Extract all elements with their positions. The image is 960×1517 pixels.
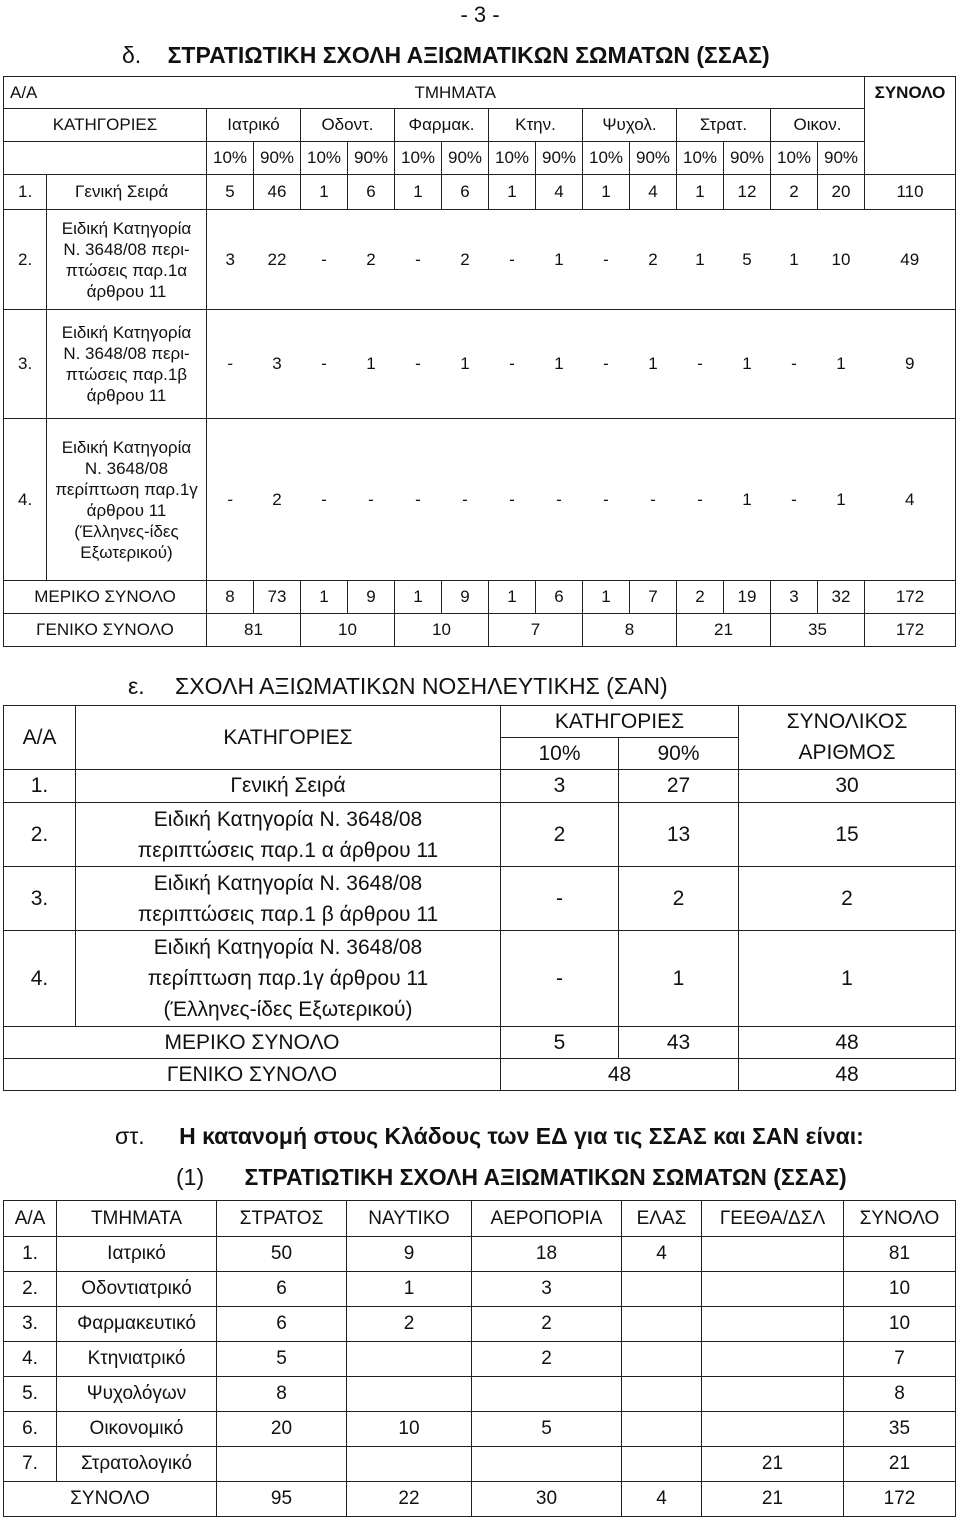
row-num: 1. (4, 175, 47, 210)
cell-value: - (536, 419, 583, 581)
cell-value: 50 (217, 1237, 347, 1272)
row-total: 2 (739, 867, 956, 931)
cell-value (472, 1447, 622, 1482)
cell-value: 1 (301, 581, 348, 614)
header-elas: ΕΛΑΣ (622, 1201, 702, 1237)
row-total: 30 (739, 770, 956, 803)
row-num: 6. (4, 1412, 57, 1447)
table-row (4, 1237, 956, 1272)
cell-value (347, 1377, 472, 1412)
cell-value: 3 (207, 210, 254, 310)
cell-value (702, 1377, 844, 1412)
row-num: 4. (4, 931, 76, 1027)
cell-value: 1 (630, 310, 677, 419)
cell-value: 46 (254, 175, 301, 210)
cell-value (622, 1342, 702, 1377)
row-total: 4 (865, 419, 956, 581)
dept-header: Ιατρικό (207, 109, 301, 142)
row-num: 5. (4, 1377, 57, 1412)
cell-value: 1 (489, 175, 536, 210)
dept-header: Στρατ. (677, 109, 771, 142)
total-label: ΣΥΝΟΛΟ (4, 1482, 217, 1517)
cell-value: - (489, 419, 536, 581)
table-row (4, 1342, 956, 1377)
cell-value: 10 (395, 614, 489, 647)
cell-value: 1 (818, 419, 865, 581)
row-label: Κτηνιατρικό (57, 1342, 217, 1377)
cell-value: 21 (677, 614, 771, 647)
cell-value: 9 (347, 1237, 472, 1272)
cell-value (702, 1272, 844, 1307)
header-total-line1: ΣΥΝΟΛΙΚΟΣ (739, 706, 956, 738)
row-num: 1. (4, 770, 76, 803)
header-geetha: ΓΕΕΘΑ/ΔΣΛ (702, 1201, 844, 1237)
cell-value: - (395, 310, 442, 419)
row-label (76, 803, 501, 867)
cell-value: 6 (348, 175, 395, 210)
cell-value: - (489, 310, 536, 419)
row-label: Γενική Σειρά (47, 175, 207, 210)
subsection-title: ΣΤΡΑΤΙΩΤΙΚΗ ΣΧΟΛΗ ΑΞΙΩΜΑΤΙΚΩΝ ΣΩΜΑΤΩΝ (ΣΣΑΣ) (244, 1164, 847, 1190)
header-aa: Α/Α (4, 1201, 57, 1237)
row-num: 2. (4, 803, 76, 867)
cell-value: 19 (724, 581, 771, 614)
dept-header: Φαρμακ. (395, 109, 489, 142)
cell-value: 7 (630, 581, 677, 614)
cell-value: 10 (347, 1412, 472, 1447)
grand-total-value: 172 (865, 614, 956, 647)
cell-value: 6 (536, 581, 583, 614)
dept-header: Ψυχολ. (583, 109, 677, 142)
row-label-line: (Έλληνες-ίδες Εξωτερικού) (163, 998, 413, 1021)
table-row (4, 1307, 956, 1342)
cell-value: - (395, 419, 442, 581)
row-label: Οδοντιατρικό (57, 1272, 217, 1307)
cell-value: 8 (217, 1377, 347, 1412)
cell-value: - (348, 419, 395, 581)
cell-value: 5 (472, 1412, 622, 1447)
section-d-letter: δ. (122, 42, 142, 68)
row-num: 3. (4, 867, 76, 931)
cell-value: 2 (501, 803, 619, 867)
cell-value: - (677, 310, 724, 419)
ssas-table (3, 76, 956, 647)
cell-value: 5 (724, 210, 771, 310)
grand-total-row (4, 1059, 956, 1091)
row-label (76, 931, 501, 1027)
cell-value (622, 1412, 702, 1447)
header-aa: Α/Α (4, 706, 76, 770)
table-row (4, 1272, 956, 1307)
row-num: 7. (4, 1447, 57, 1482)
cell-value (702, 1412, 844, 1447)
branch-distribution-table (3, 1200, 956, 1517)
cell-value (702, 1342, 844, 1377)
table-row (4, 175, 956, 210)
partial-total-label: ΜΕΡΙΚΟ ΣΥΝΟΛΟ (4, 1027, 501, 1059)
cell-value: 10 (818, 210, 865, 310)
cell-value: 22 (254, 210, 301, 310)
cell-value: 43 (619, 1027, 739, 1059)
row-label-line: Ειδική Κατηγορία Ν. 3648/08 (153, 936, 423, 959)
cell-value: 1 (677, 210, 724, 310)
row-total: 1 (739, 931, 956, 1027)
cell-value: 8 (207, 581, 254, 614)
row-total: 81 (844, 1237, 956, 1272)
section-e-title: ΣΧΟΛΗ ΑΞΙΩΜΑΤΙΚΩΝ ΝΟΣΗΛΕΥΤΙΚΗΣ (ΣΑΝ) (175, 673, 668, 699)
cell-value: 81 (207, 614, 301, 647)
grand-total-label: ΓΕΝΙΚΟ ΣΥΝΟΛΟ (4, 614, 207, 647)
cell-value: 48 (501, 1059, 739, 1091)
cell-value: 4 (622, 1482, 702, 1517)
cell-value: 20 (217, 1412, 347, 1447)
section-e-letter: ε. (128, 673, 145, 699)
row-label: Ιατρικό (57, 1237, 217, 1272)
header-total-line2: ΑΡΙΘΜΟΣ (739, 738, 956, 770)
cell-value: 1 (301, 175, 348, 210)
cell-value: 10 (301, 614, 395, 647)
cell-value: 2 (347, 1307, 472, 1342)
page-number: - 3 - (460, 2, 500, 27)
cell-value (472, 1377, 622, 1412)
cell-value: 1 (619, 931, 739, 1027)
cell-value (622, 1447, 702, 1482)
cell-value: 2 (472, 1342, 622, 1377)
cell-value: 12 (724, 175, 771, 210)
cell-value: 9 (442, 581, 489, 614)
cell-value: - (583, 419, 630, 581)
pct-header: 10% (677, 142, 724, 175)
header-kategories: ΚΑΤΗΓΟΡΙΕΣ (4, 109, 207, 142)
cell-value: 7 (489, 614, 583, 647)
cell-value: 27 (619, 770, 739, 803)
header-synolo: ΣΥΝΟΛΟ (844, 1201, 956, 1237)
row-label-line: Ειδική Κατηγορία Ν. 3648/08 (153, 871, 423, 895)
section-d-heading (122, 42, 770, 69)
cell-value: - (583, 210, 630, 310)
grand-total-value: 172 (844, 1482, 956, 1517)
section-st-title: Η κατανομή στους Κλάδους των ΕΔ για τις ΣΣΑΣ και ΣΑΝ είναι: (179, 1123, 864, 1149)
cell-value: 1 (348, 310, 395, 419)
cell-value: 6 (442, 175, 489, 210)
cell-value: 1 (724, 310, 771, 419)
cell-value: 1 (395, 581, 442, 614)
cell-value (347, 1342, 472, 1377)
cell-value: 2 (254, 419, 301, 581)
cell-value: 2 (619, 867, 739, 931)
table-row (4, 419, 956, 581)
pct-header: 90% (442, 142, 489, 175)
row-label: Οικονομικό (57, 1412, 217, 1447)
row-total: 21 (844, 1447, 956, 1482)
header-kategories: ΚΑΤΗΓΟΡΙΕΣ (76, 706, 501, 770)
cell-value: - (207, 419, 254, 581)
cell-value: 95 (217, 1482, 347, 1517)
cell-value: 8 (583, 614, 677, 647)
pct-header: 90% (536, 142, 583, 175)
cell-value: 18 (472, 1237, 622, 1272)
cell-value: - (771, 310, 818, 419)
table-row (4, 867, 956, 931)
cell-value: 4 (622, 1237, 702, 1272)
header-tmimata: ΤΜΗΜΑΤΑ (47, 77, 865, 109)
cell-value: 1 (677, 175, 724, 210)
table-row (4, 803, 956, 867)
cell-value: - (501, 931, 619, 1027)
cell-value: 21 (702, 1482, 844, 1517)
row-label: Στρατολογικό (57, 1447, 217, 1482)
table-row (4, 1377, 956, 1412)
header-kategories-pct: ΚΑΤΗΓΟΡΙΕΣ (501, 706, 739, 738)
total-row (4, 1482, 956, 1517)
pct-header: 10% (583, 142, 630, 175)
cell-value: 2 (442, 210, 489, 310)
cell-value: 2 (771, 175, 818, 210)
table-row (4, 931, 956, 1027)
row-total: 10 (844, 1272, 956, 1307)
cell-value: 5 (501, 1027, 619, 1059)
section-e-heading (128, 673, 668, 700)
cell-value: 22 (347, 1482, 472, 1517)
pct-header: 10% (771, 142, 818, 175)
grand-total-row (4, 614, 956, 647)
row-total: 8 (844, 1377, 956, 1412)
row-label: Ειδική Κατηγορία Ν. 3648/08 περι-πτώσεις παρ.1β άρθρου 11 (47, 310, 207, 419)
cell-value: - (301, 210, 348, 310)
cell-value: 1 (724, 419, 771, 581)
partial-total-value: 48 (739, 1027, 956, 1059)
cell-value: 1 (771, 210, 818, 310)
partial-total-row (4, 581, 956, 614)
header-tmimata: ΤΜΗΜΑΤΑ (57, 1201, 217, 1237)
row-label: Ειδική Κατηγορία Ν. 3648/08 περίπτωση παρ.1γ άρθρου 11 (Έλληνες-ίδες Εξωτερικού) (47, 419, 207, 581)
header-synolo: ΣΥΝΟΛΟ (865, 77, 956, 175)
cell-value: 6 (217, 1272, 347, 1307)
row-num: 2. (4, 210, 47, 310)
row-label-line: περίπτωση παρ.1γ άρθρου 11 (147, 967, 429, 990)
cell-value: 5 (217, 1342, 347, 1377)
cell-value: - (395, 210, 442, 310)
cell-value: - (630, 419, 677, 581)
section-d-title: ΣΤΡΑΤΙΩΤΙΚΗ ΣΧΟΛΗ ΑΞΙΩΜΑΤΙΚΩΝ ΣΩΜΑΤΩΝ (ΣΣΑΣ) (167, 42, 770, 68)
row-label-line: Ειδική Κατηγορία Ν. 3648/08 (153, 807, 423, 831)
row-label (76, 867, 501, 931)
cell-value: 1 (583, 581, 630, 614)
header-stratos: ΣΤΡΑΤΟΣ (217, 1201, 347, 1237)
row-total: 9 (865, 310, 956, 419)
cell-value (622, 1272, 702, 1307)
table-row (4, 1412, 956, 1447)
partial-total-label: ΜΕΡΙΚΟ ΣΥΝΟΛΟ (4, 581, 207, 614)
cell-value: 1 (395, 175, 442, 210)
empty-cell (4, 142, 207, 175)
cell-value: 2 (348, 210, 395, 310)
table-row (4, 210, 956, 310)
pct-header: 90% (254, 142, 301, 175)
cell-value: 3 (472, 1272, 622, 1307)
cell-value: 1 (536, 310, 583, 419)
cell-value: 1 (489, 581, 536, 614)
cell-value: 3 (501, 770, 619, 803)
cell-value: 1 (536, 210, 583, 310)
table-row (4, 1447, 956, 1482)
pct-header: 90% (348, 142, 395, 175)
row-total: 15 (739, 803, 956, 867)
row-label: Ειδική Κατηγορία Ν. 3648/08 περι-πτώσεις παρ.1α άρθρου 11 (47, 210, 207, 310)
cell-value: 3 (254, 310, 301, 419)
row-total: 10 (844, 1307, 956, 1342)
cell-value: - (489, 210, 536, 310)
pct-header: 90% (724, 142, 771, 175)
pct-header: 10% (395, 142, 442, 175)
cell-value: 3 (771, 581, 818, 614)
cell-value (702, 1307, 844, 1342)
cell-value: - (583, 310, 630, 419)
pct-header: 10% (207, 142, 254, 175)
cell-value (347, 1447, 472, 1482)
dept-header: Οδοντ. (301, 109, 395, 142)
pct-header: 90% (818, 142, 865, 175)
table-row (4, 770, 956, 803)
cell-value (622, 1307, 702, 1342)
table-row (4, 310, 956, 419)
row-total: 35 (844, 1412, 956, 1447)
cell-value: - (677, 419, 724, 581)
cell-value: 21 (702, 1447, 844, 1482)
row-label: Γενική Σειρά (76, 770, 501, 803)
partial-total-row (4, 1027, 956, 1059)
cell-value: - (301, 310, 348, 419)
cell-value: 73 (254, 581, 301, 614)
row-label: Φαρμακευτικό (57, 1307, 217, 1342)
row-num: 1. (4, 1237, 57, 1272)
subsection-number: (1) (176, 1164, 205, 1190)
grand-total-value: 48 (739, 1059, 956, 1091)
section-st-letter: στ. (115, 1123, 145, 1149)
cell-value: - (501, 867, 619, 931)
row-num: 4. (4, 419, 47, 581)
grand-total-label: ΓΕΝΙΚΟ ΣΥΝΟΛΟ (4, 1059, 501, 1091)
pct-header: 90% (630, 142, 677, 175)
header-pct-90: 90% (619, 738, 739, 770)
header-pct-10: 10% (501, 738, 619, 770)
cell-value: 6 (217, 1307, 347, 1342)
row-label-line: περιπτώσεις παρ.1 β άρθρου 11 (137, 902, 439, 926)
row-total: 7 (844, 1342, 956, 1377)
cell-value (622, 1377, 702, 1412)
cell-value: - (301, 419, 348, 581)
dept-header: Οικον. (771, 109, 865, 142)
cell-value: - (207, 310, 254, 419)
cell-value: 2 (630, 210, 677, 310)
san-table (3, 705, 956, 1091)
row-num: 2. (4, 1272, 57, 1307)
header-naftiko: ΝΑΥΤΙΚΟ (347, 1201, 472, 1237)
row-num: 3. (4, 310, 47, 419)
row-num: 4. (4, 1342, 57, 1377)
row-label-line: περιπτώσεις παρ.1 α άρθρου 11 (137, 838, 439, 862)
cell-value: 4 (630, 175, 677, 210)
cell-value: - (442, 419, 489, 581)
header-aa: Α/Α (4, 77, 47, 109)
cell-value (702, 1237, 844, 1272)
pct-header: 10% (489, 142, 536, 175)
row-total: 49 (865, 210, 956, 310)
cell-value: 2 (677, 581, 724, 614)
cell-value: 1 (347, 1272, 472, 1307)
cell-value: 2 (472, 1307, 622, 1342)
cell-value: 1 (818, 310, 865, 419)
cell-value: 30 (472, 1482, 622, 1517)
row-total: 110 (865, 175, 956, 210)
pct-header: 10% (301, 142, 348, 175)
cell-value (217, 1447, 347, 1482)
header-aeroporia: ΑΕΡΟΠΟΡΙΑ (472, 1201, 622, 1237)
cell-value: 20 (818, 175, 865, 210)
cell-value: 13 (619, 803, 739, 867)
cell-value: 32 (818, 581, 865, 614)
cell-value: 9 (348, 581, 395, 614)
cell-value: 4 (536, 175, 583, 210)
section-st-heading (115, 1123, 864, 1150)
row-num: 3. (4, 1307, 57, 1342)
dept-header: Κτην. (489, 109, 583, 142)
cell-value: 35 (771, 614, 865, 647)
cell-value: 5 (207, 175, 254, 210)
cell-value: - (771, 419, 818, 581)
partial-total-value: 172 (865, 581, 956, 614)
cell-value: 1 (442, 310, 489, 419)
cell-value: 1 (583, 175, 630, 210)
row-label: Ψυχολόγων (57, 1377, 217, 1412)
section-st-subheading (176, 1164, 847, 1191)
